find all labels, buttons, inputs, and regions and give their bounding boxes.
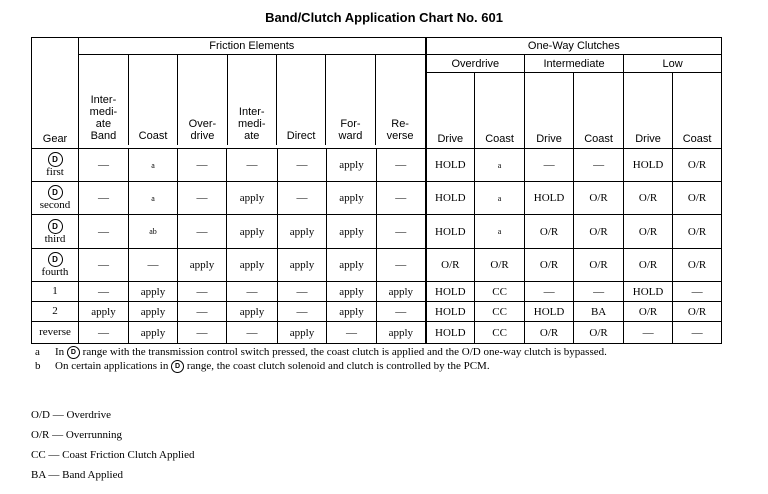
table-cell: ab: [129, 215, 178, 249]
col-header-intermediate-band: Inter- medi- ate Band: [79, 55, 128, 145]
table-cell: O/R: [426, 249, 475, 282]
gear-label: 2: [52, 305, 58, 317]
table-cell: apply: [227, 215, 278, 249]
col-header-int-coast: Coast: [574, 73, 624, 149]
table-cell: apply: [227, 302, 278, 322]
table-cell: O/R: [475, 249, 525, 282]
table-cell: —: [327, 322, 377, 344]
gear-cell: [32, 302, 79, 322]
table-cell: apply: [227, 182, 278, 215]
table-cell: —: [227, 322, 278, 344]
table-cell: a: [475, 182, 525, 215]
table-cell: —: [79, 149, 129, 182]
table-cell: —: [525, 149, 574, 182]
col-header-low-drive: Drive: [624, 73, 673, 149]
table-cell: —: [79, 249, 129, 282]
group-friction-elements: Friction Elements: [79, 38, 426, 55]
table-cell: O/R: [673, 182, 722, 215]
table-row: [32, 282, 722, 302]
table-cell: HOLD: [426, 215, 475, 249]
col-header-reverse: Re- verse: [386, 118, 414, 142]
table-cell: —: [673, 322, 722, 344]
subgroup-intermediate: Intermediate: [525, 55, 624, 73]
table-cell: O/R: [574, 249, 624, 282]
legend-item: BA — Band Applied: [31, 469, 123, 481]
table-cell: apply: [227, 249, 278, 282]
table-cell: apply: [178, 249, 227, 282]
table-cell: O/R: [673, 302, 722, 322]
table-cell: CC: [475, 282, 525, 302]
table-cell: —: [178, 322, 227, 344]
footnote-a-text: range with the transmission control switch pressed, the coast clutch is applied and the O/D one-way clutch is bypassed.: [82, 346, 607, 359]
gear-cell: [32, 182, 79, 215]
table-cell: HOLD: [426, 149, 475, 182]
table-cell: O/R: [624, 249, 673, 282]
col-header-od-drive: Drive: [426, 73, 475, 149]
table-cell: —: [278, 302, 327, 322]
friction-subheaders: [79, 55, 426, 149]
table-cell: HOLD: [624, 282, 673, 302]
col-header-overdrive: Over- drive: [178, 55, 227, 145]
table-cell: —: [574, 149, 624, 182]
table-cell: O/R: [624, 215, 673, 249]
drive-range-icon: D: [48, 219, 63, 234]
table-cell: HOLD: [624, 149, 673, 182]
table-cell: —: [227, 149, 278, 182]
footnotes: [31, 346, 731, 373]
table-cell: O/R: [673, 149, 722, 182]
table-cell: —: [178, 182, 227, 215]
gear-label: third: [44, 232, 66, 245]
gear-label: first: [46, 166, 64, 178]
table-cell: HOLD: [426, 282, 475, 302]
subgroup-overdrive: Overdrive: [426, 55, 525, 73]
table-cell: apply: [327, 249, 377, 282]
table-cell: —: [79, 215, 129, 249]
gear-cell: [32, 215, 79, 249]
table-body: [32, 149, 722, 344]
table-cell: —: [278, 182, 327, 215]
table-cell: O/R: [624, 302, 673, 322]
table-cell: HOLD: [426, 182, 475, 215]
table-row: [32, 149, 722, 182]
footnote-a-mark: a: [35, 346, 40, 358]
col-header-od-coast: Coast: [475, 73, 525, 149]
table-row: [32, 182, 722, 215]
table-cell: —: [278, 149, 327, 182]
gear-cell: [32, 149, 79, 182]
footnote-b: [31, 360, 731, 373]
table-cell: apply: [129, 322, 178, 344]
table-row: [32, 215, 722, 249]
table-cell: apply: [377, 322, 426, 344]
table-cell: —: [377, 302, 426, 322]
table-cell: HOLD: [525, 182, 574, 215]
table-cell: O/R: [673, 215, 722, 249]
table-row: [32, 322, 722, 344]
table-cell: —: [624, 322, 673, 344]
col-header-direct: Direct: [276, 55, 325, 145]
table-cell: —: [673, 282, 722, 302]
table-cell: —: [574, 282, 624, 302]
table-cell: apply: [327, 282, 377, 302]
table-cell: apply: [129, 282, 178, 302]
table-cell: —: [178, 215, 227, 249]
table-cell: —: [79, 322, 129, 344]
drive-range-icon: D: [48, 152, 63, 167]
footnote-a: [31, 346, 731, 359]
footnote-b-text: range, the coast clutch solenoid and clutch is controlled by the PCM.: [186, 360, 490, 373]
table-cell: O/R: [574, 215, 624, 249]
footnote-b-mark: b: [35, 360, 41, 373]
gear-cell: [32, 249, 79, 282]
legend-item: CC — Coast Friction Clutch Applied: [31, 449, 195, 461]
table-cell: apply: [129, 302, 178, 322]
band-clutch-table: [31, 37, 722, 344]
abbreviation-legend: [31, 405, 194, 485]
group-one-way-clutches: One-Way Clutches: [426, 38, 722, 55]
table-cell: CC: [475, 322, 525, 344]
table-cell: CC: [475, 302, 525, 322]
table-cell: apply: [327, 215, 377, 249]
table-cell: O/R: [574, 182, 624, 215]
drive-range-icon: D: [67, 346, 80, 359]
table-cell: a: [475, 149, 525, 182]
table-cell: —: [79, 182, 129, 215]
table-cell: apply: [327, 302, 377, 322]
gear-label: second: [39, 199, 71, 211]
table-cell: apply: [278, 215, 327, 249]
table-cell: —: [178, 302, 227, 322]
table-cell: —: [178, 282, 227, 302]
table-cell: —: [525, 282, 574, 302]
table-cell: O/R: [574, 322, 624, 344]
table-cell: apply: [327, 149, 377, 182]
gear-cell: [32, 282, 79, 302]
table-cell: O/R: [525, 249, 574, 282]
table-cell: O/R: [624, 182, 673, 215]
table-row: [32, 249, 722, 282]
table-cell: apply: [377, 282, 426, 302]
gear-label: fourth: [41, 266, 69, 278]
drive-range-icon: D: [48, 252, 63, 267]
table-cell: apply: [278, 322, 327, 344]
table-cell: apply: [79, 302, 129, 322]
drive-range-icon: D: [171, 360, 184, 373]
footnote-b-pre: On certain applications in: [55, 360, 169, 373]
table-cell: —: [178, 149, 227, 182]
table-cell: —: [377, 249, 426, 282]
table-row: [32, 302, 722, 322]
col-header-gear: Gear: [32, 38, 79, 149]
table-cell: BA: [574, 302, 624, 322]
col-header-coast: Coast: [128, 55, 177, 145]
table-cell: O/R: [525, 215, 574, 249]
gear-label: reverse: [39, 326, 71, 338]
table-cell: a: [475, 215, 525, 249]
table-cell: O/R: [673, 249, 722, 282]
table-cell: —: [129, 249, 178, 282]
table-cell: O/R: [525, 322, 574, 344]
table-cell: apply: [327, 182, 377, 215]
table-cell: —: [227, 282, 278, 302]
table-cell: apply: [278, 249, 327, 282]
table-cell: HOLD: [426, 302, 475, 322]
gear-cell: [32, 322, 79, 344]
table-cell: a: [129, 182, 178, 215]
table-cell: —: [278, 282, 327, 302]
legend-item: O/R — Overrunning: [31, 429, 123, 441]
subgroup-low: Low: [624, 55, 722, 73]
table-cell: HOLD: [426, 322, 475, 344]
table-cell: —: [79, 282, 129, 302]
col-header-intermediate: Inter- medi- ate: [227, 55, 276, 145]
table-cell: a: [129, 149, 178, 182]
footnote-a-pre: In: [55, 346, 65, 359]
legend-item: O/D — Overdrive: [31, 409, 112, 421]
drive-range-icon: D: [48, 185, 63, 200]
col-header-low-coast: Coast: [673, 73, 722, 149]
col-header-forward: For- ward: [326, 55, 375, 145]
chart-title: Band/Clutch Application Chart No. 601: [265, 10, 503, 25]
table-cell: HOLD: [525, 302, 574, 322]
col-header-int-drive: Drive: [525, 73, 574, 149]
table-cell: —: [377, 215, 426, 249]
table-cell: —: [377, 149, 426, 182]
table-cell: —: [377, 182, 426, 215]
gear-label: 1: [52, 285, 58, 297]
